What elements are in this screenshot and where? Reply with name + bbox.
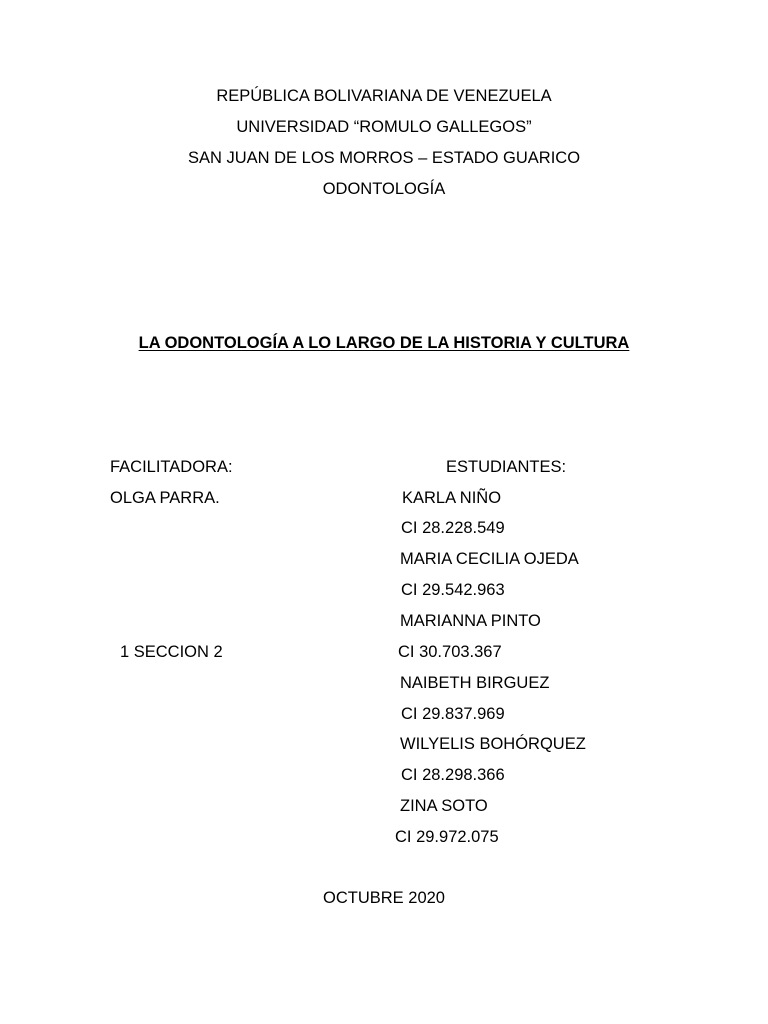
students-label: ESTUDIANTES: (446, 458, 567, 476)
student-name: NAIBETH BIRGUEZ (400, 674, 550, 692)
header-faculty: ODONTOLOGÍA (322, 180, 446, 198)
student-ci: CI 28.298.366 (401, 766, 505, 784)
header-republic: REPÚBLICA BOLIVARIANA DE VENEZUELA (216, 87, 552, 105)
student-ci: CI 29.542.963 (401, 581, 505, 599)
header-university: UNIVERSIDAD “ROMULO GALLEGOS” (236, 118, 532, 136)
section-label: 1 SECCION 2 (120, 643, 223, 661)
student-name: MARIA CECILIA OJEDA (400, 550, 579, 568)
student-ci: CI 29.972.075 (395, 828, 499, 846)
student-ci: CI 28.228.549 (401, 519, 505, 537)
document-title: LA ODONTOLOGÍA A LO LARGO DE LA HISTORIA Y CULTURA (138, 334, 630, 352)
student-name: WILYELIS BOHÓRQUEZ (400, 735, 586, 753)
student-name: ZINA SOTO (400, 797, 488, 815)
student-name: KARLA NIÑO (402, 489, 502, 507)
student-ci: CI 29.837.969 (401, 705, 505, 723)
student-ci: CI 30.703.367 (398, 643, 502, 661)
facilitator-name: OLGA PARRA. (110, 489, 220, 507)
student-name: MARIANNA PINTO (400, 612, 541, 630)
facilitator-label: FACILITADORA: (110, 458, 233, 476)
header-location: SAN JUAN DE LOS MORROS – ESTADO GUARICO (187, 149, 581, 167)
document-date: OCTUBRE 2020 (323, 889, 445, 907)
